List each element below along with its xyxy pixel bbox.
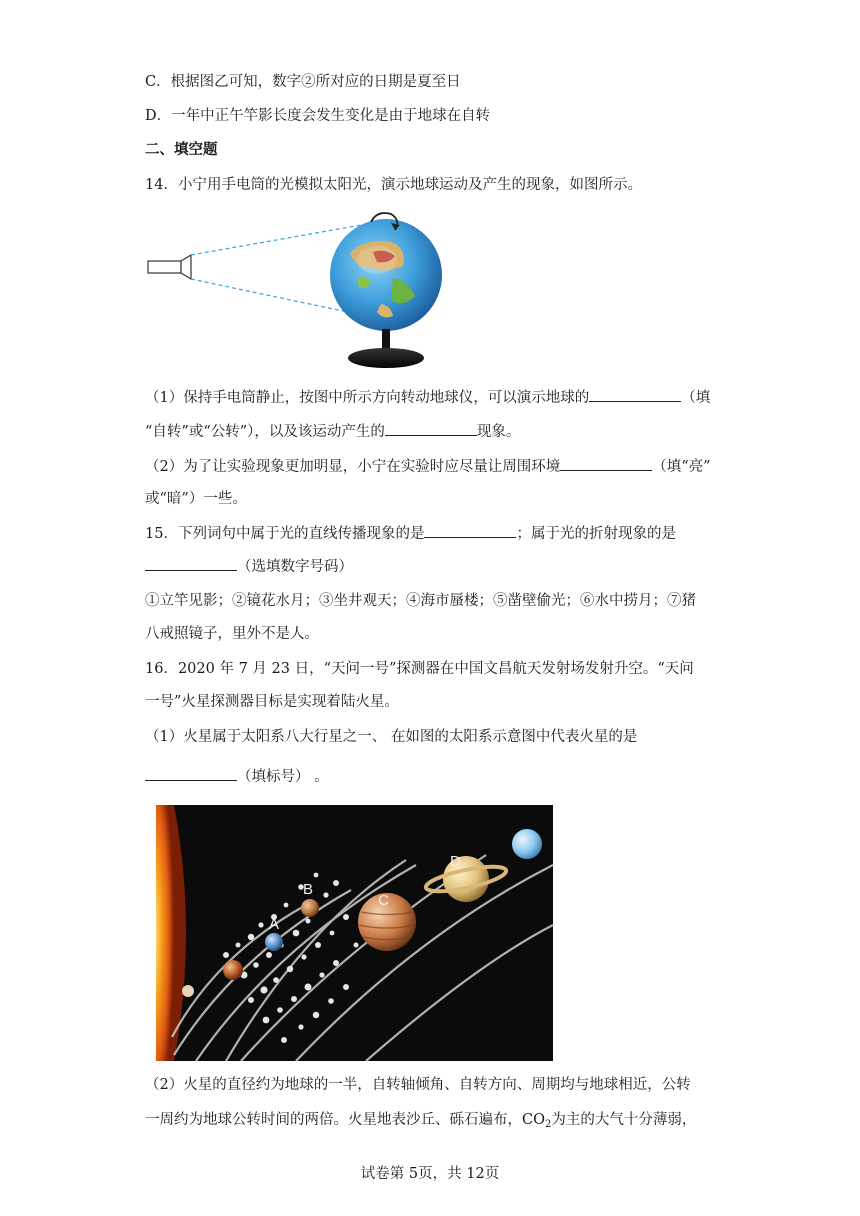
text-segment: （2）为了让实验现象更加明显，小宁在实验时应尽量让周围环境	[145, 459, 561, 475]
question-16-part2-line1: （2）火星的直径约为地球的一半，自转轴倾角、自转方向、周期均与地球相近，公转	[145, 1077, 691, 1093]
option-d: D．一年中正午竿影长度会发生变化是由于地球在自转	[145, 108, 491, 124]
text-segment: （填标号） 。	[237, 769, 329, 785]
question-16-part1-line1: （1）火星属于太阳系八大行星之一、 在如图的太阳系示意图中代表火星的是	[145, 729, 638, 745]
question-14-part2-line2: 或“暗”）一些。	[145, 491, 247, 507]
solar-system-figure	[156, 805, 553, 1061]
planet-mars-b	[301, 899, 319, 917]
text-segment: （填	[681, 390, 711, 406]
planet-uranus	[512, 829, 542, 859]
text-segment: 为主的大气十分薄弱，	[551, 1112, 697, 1128]
question-15-line1	[145, 523, 676, 544]
answer-blank	[145, 766, 237, 781]
section-heading: 二、填空题	[145, 141, 218, 158]
planet-mercury	[182, 985, 194, 997]
text-segment: （选填数字号码）	[237, 559, 353, 575]
question-16-line1: 16．2020 年 7 月 23 日，“天问一号”探测器在中国文昌航天发射场发射升空。“天问	[145, 661, 694, 677]
text-segment: 一周约为地球公转时间的两倍。火星地表沙丘、砾石遍布，CO	[145, 1112, 545, 1128]
flashlight-icon	[148, 255, 191, 279]
flashlight-globe-figure	[145, 208, 445, 373]
page-footer: 试卷第 5页，共 12页	[360, 1166, 500, 1182]
label-d: D	[450, 853, 461, 870]
question-15-options-line2: 八戒照镜子，里外不是人。	[145, 626, 319, 642]
question-16-line2: 一号”火星探测器目标是实现着陆火星。	[145, 694, 399, 710]
answer-blank	[145, 556, 237, 571]
question-14-part1-line2	[145, 421, 520, 442]
text-segment: （填“亮”	[652, 459, 711, 475]
question-16-part1-line2	[145, 766, 329, 787]
text-segment: “自转”或“公转”），以及该运动产生的	[145, 424, 385, 440]
text-segment: ；属于光的折射现象的是	[516, 526, 676, 542]
answer-blank	[385, 421, 477, 436]
subscript: 2	[544, 1119, 552, 1130]
question-14: 14．小宁用手电筒的光模拟太阳光，演示地球运动及产生的现象，如图所示。	[145, 177, 642, 193]
text-segment: 现象。	[476, 424, 521, 440]
planet-earth-a	[265, 933, 283, 951]
question-14-part1-line1	[145, 387, 710, 408]
globe-icon	[330, 219, 442, 331]
option-c: C．根据图乙可知，数字②所对应的日期是夏至日	[145, 74, 461, 90]
label-a: A	[269, 916, 280, 933]
question-16-part2-line2	[145, 1110, 696, 1135]
text-segment: 15．下列词句中属于光的直线传播现象的是	[145, 526, 425, 542]
label-c: C	[378, 892, 389, 909]
label-b: B	[303, 881, 314, 898]
question-14-part2-line1	[145, 456, 711, 477]
planet-venus	[223, 960, 243, 980]
answer-blank	[560, 456, 652, 471]
question-15-line2	[145, 556, 353, 577]
answer-blank	[589, 387, 681, 402]
question-15-options-line1: ①立竿见影；②镜花水月；③坐井观天；④海市蜃楼；⑤凿壁偷光；⑥水中捞月；⑦猪	[145, 593, 696, 609]
answer-blank	[424, 523, 516, 538]
text-segment: （1）保持手电筒静止，按图中所示方向转动地球仪，可以演示地球的	[145, 390, 590, 406]
